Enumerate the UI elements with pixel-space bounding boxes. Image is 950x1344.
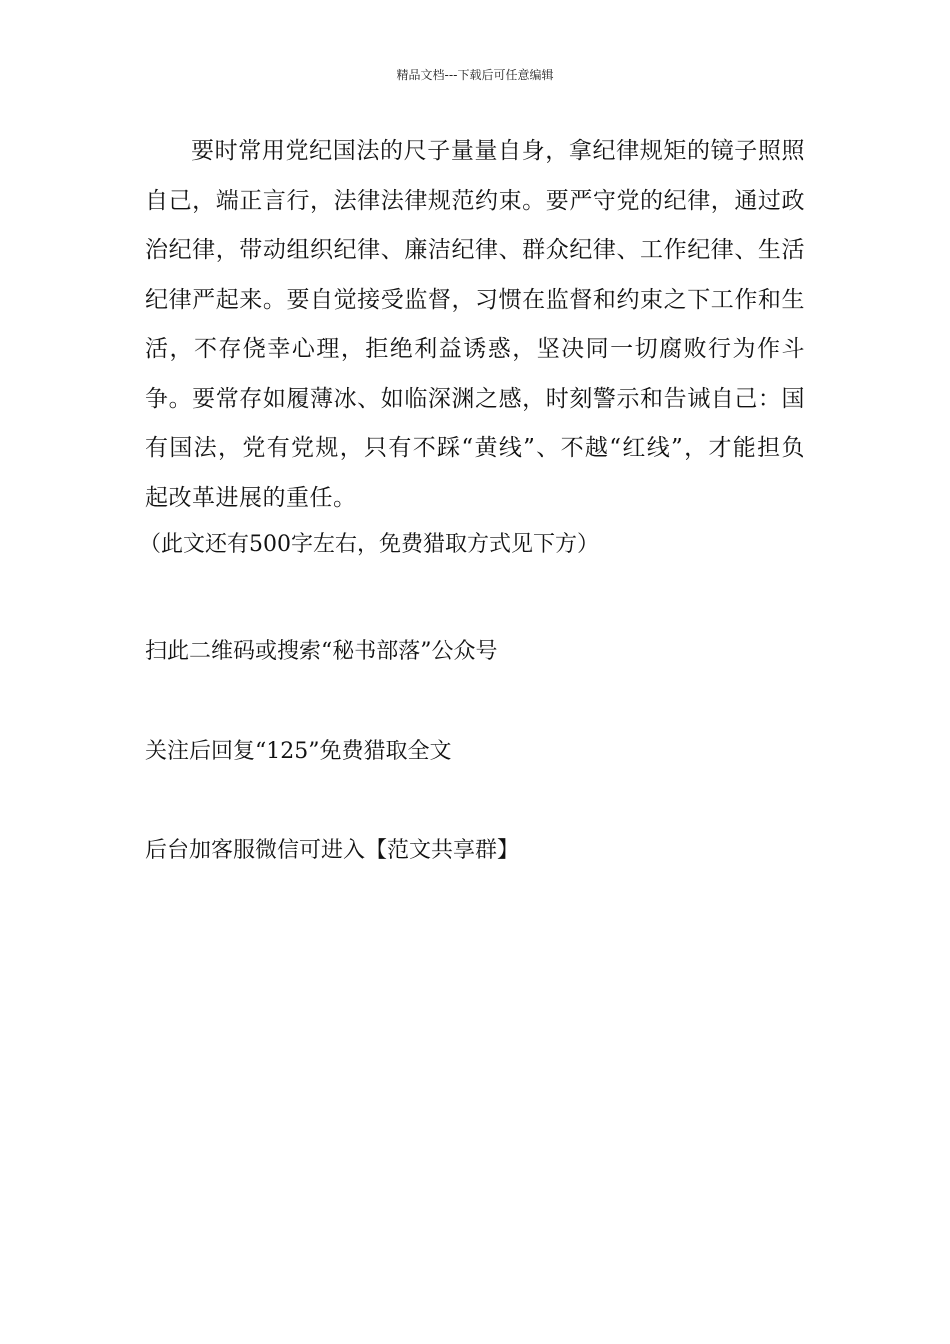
- promo-line-qr-search: 扫此二维码或搜索“秘书部落”公众号: [145, 639, 498, 664]
- main-paragraph: 要时常用党纪国法的尺子量量自身，拿纪律规矩的镜子照照自己，端正言行，法律法律规范约束。要严守党的纪律，通过政治纪律，带动组织纪律、廉洁纪律、群众纪律、工作纪律、生活纪律严起来。要自觉接受监督，习惯在监督和约束之下工作和生活，不存侥幸心理，拒绝利益诱惑，坚决同一切腐败行为作斗争。要常存如履薄冰、如临深渊之感，时刻警示和告诫自己：国有国法，党有党规，只有不踩“黄线”、不越“红线”，才能担负起改革进展的重任。: [145, 138, 805, 511]
- promo-line-reply-code: 关注后回复“125”免费猎取全文: [145, 739, 452, 764]
- document-body: [139, 127, 805, 563]
- remaining-text-note: （此文还有500字左右，免费猎取方式见下方）: [139, 532, 599, 557]
- page-header: 精品文档---下载后可任意编辑: [396, 68, 554, 82]
- promo-line-wechat-group: 后台加客服微信可进入【范文共享群】: [145, 838, 520, 863]
